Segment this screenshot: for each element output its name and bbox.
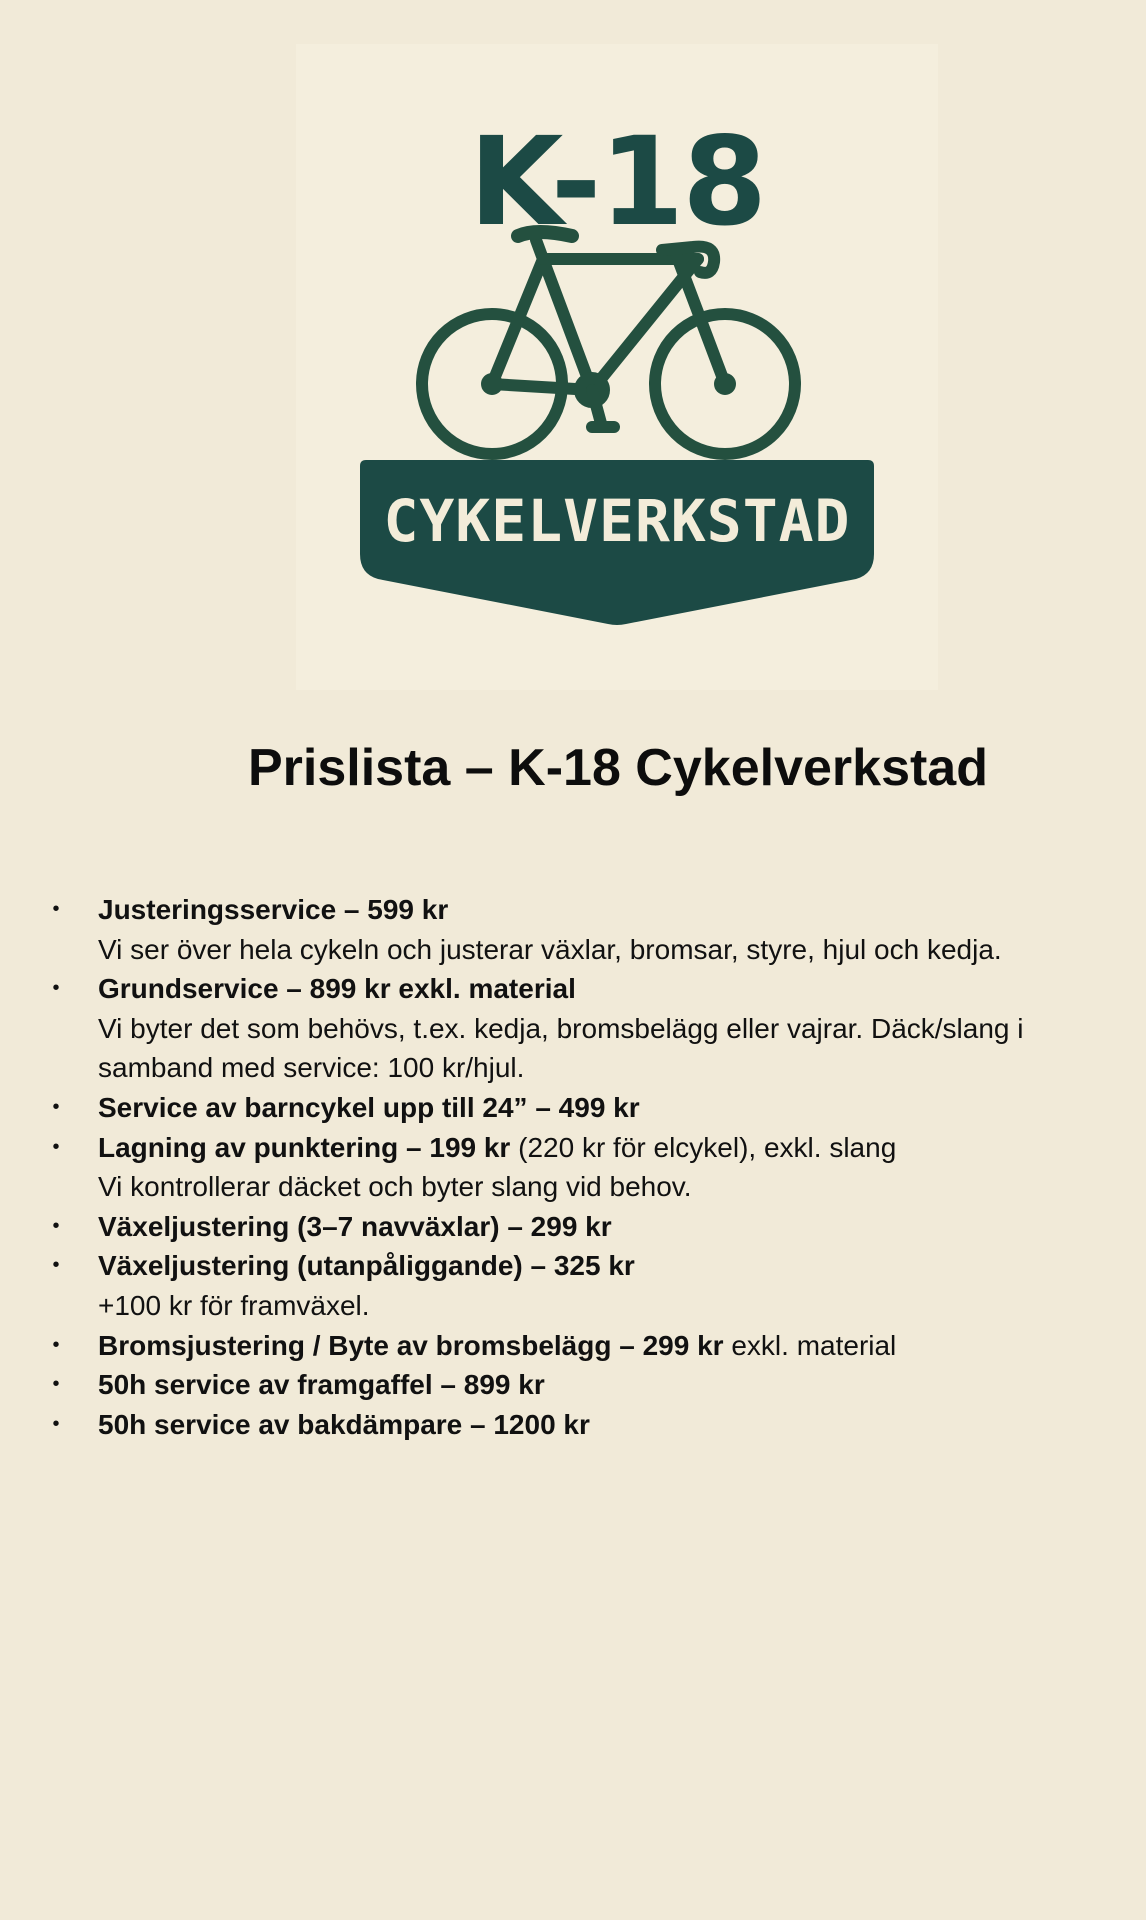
price-item-desc: Vi kontrollerar däcket och byter slang vid behov. xyxy=(98,1171,692,1203)
price-item-name: Justeringsservice – 599 kr xyxy=(98,894,449,925)
bullet-icon: • xyxy=(52,977,60,1000)
bullet-icon: • xyxy=(52,1095,60,1118)
price-item xyxy=(50,1128,1120,1207)
logo-graphic xyxy=(296,44,938,690)
bullet-icon: • xyxy=(52,1373,60,1396)
price-item-title xyxy=(98,1409,590,1440)
page-title: Prislista – K-18 Cykelverkstad xyxy=(248,739,988,797)
price-item-title xyxy=(98,1092,640,1123)
price-item-name: Växeljustering (utanpåliggande) – 325 kr xyxy=(98,1250,635,1282)
price-item-name: Bromsjustering / Byte av bromsbelägg – 299 kr xyxy=(98,1329,724,1361)
price-item xyxy=(50,890,1120,969)
price-item xyxy=(50,1405,1120,1445)
price-item xyxy=(50,969,1120,1088)
logo-title: K-18 xyxy=(468,111,766,253)
price-item-name: Lagning av punktering – 199 kr xyxy=(98,1131,511,1163)
price-item-title xyxy=(98,1132,896,1163)
price-item-title xyxy=(98,894,448,925)
price-item-title xyxy=(98,1330,896,1361)
price-list xyxy=(50,890,1120,1444)
price-item xyxy=(50,1088,1120,1128)
price-item xyxy=(50,1246,1120,1325)
price-item-desc: +100 kr för framväxel. xyxy=(98,1289,370,1321)
bullet-icon: • xyxy=(52,1412,60,1435)
price-item-extra: exkl. material xyxy=(723,1329,897,1361)
price-item-desc: Vi byter det som behövs, t.ex. kedja, bromsbelägg eller vajrar. Däck/slang i samband med service: 100 kr/hjul. xyxy=(98,1012,1024,1084)
bullet-icon: • xyxy=(52,898,60,920)
price-item xyxy=(50,1207,1120,1247)
price-item-title xyxy=(98,1369,545,1400)
price-item-name: Växeljustering (3–7 navväxlar) – 299 kr xyxy=(98,1210,612,1242)
price-item-desc: Vi ser över hela cykeln och justerar växlar, bromsar, styre, hjul och kedja. xyxy=(98,933,1002,965)
price-item xyxy=(50,1326,1120,1366)
logo xyxy=(296,44,938,690)
price-item-title xyxy=(98,1250,635,1281)
bullet-icon: • xyxy=(52,1333,60,1356)
bullet-icon: • xyxy=(52,1135,60,1158)
price-item-name: Grundservice – 899 kr exkl. material xyxy=(98,973,576,1005)
bullet-icon: • xyxy=(52,1214,60,1237)
bicycle-icon xyxy=(422,232,795,454)
price-item-name: 50h service av bakdämpare – 1200 kr xyxy=(98,1408,590,1440)
price-item-extra: (220 kr för elcykel), exkl. slang xyxy=(510,1131,897,1163)
price-item xyxy=(50,1365,1120,1405)
bullet-icon: • xyxy=(52,1254,60,1277)
price-item-name: Service av barncykel upp till 24” – 499 kr xyxy=(98,1091,640,1123)
logo-banner-text: CYKELVERKSTAD xyxy=(383,487,851,555)
price-item-title xyxy=(98,973,576,1004)
price-item-title xyxy=(98,1211,612,1242)
price-item-name: 50h service av framgaffel – 899 kr xyxy=(98,1369,545,1401)
